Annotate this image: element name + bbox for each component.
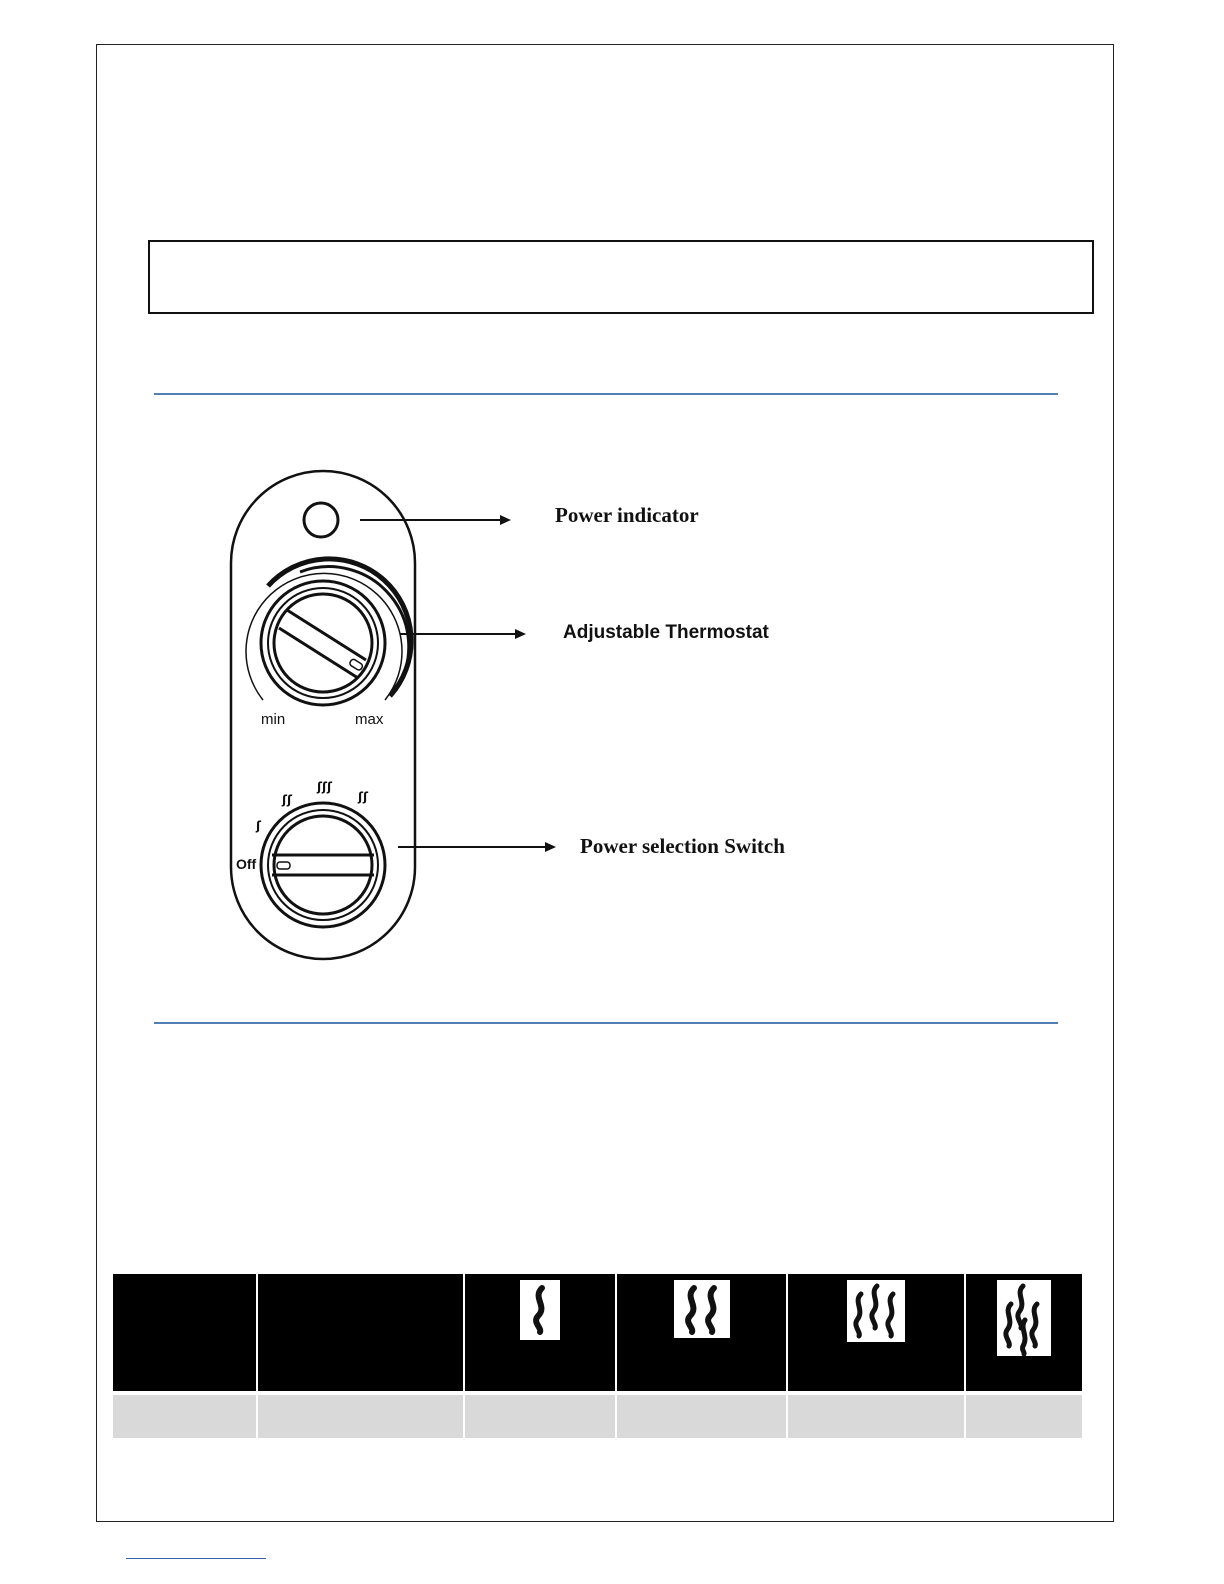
thermostat-min-label: min [261, 711, 286, 728]
table-cell [617, 1395, 787, 1438]
control-panel-outline [231, 471, 415, 959]
footer-link-underline [126, 1558, 266, 1559]
thermostat-knob [261, 581, 385, 705]
table-cell [465, 1395, 615, 1438]
table-header-cell [788, 1274, 964, 1391]
heat-level-3-icon [847, 1280, 905, 1342]
table-cell [788, 1395, 964, 1438]
table-header-cell [617, 1274, 787, 1391]
power-level-table [111, 1274, 1084, 1438]
svg-text:ʃʃ: ʃʃ [282, 793, 292, 807]
power-indicator-label: Power indicator [555, 503, 699, 527]
heat-level-1-icon [520, 1280, 560, 1340]
table-header-cell [113, 1274, 256, 1391]
table-cell [113, 1395, 256, 1438]
switch-off-label: Off [236, 856, 257, 872]
thermostat-label: Adjustable Thermostat [563, 622, 769, 643]
table-header-cell [966, 1274, 1082, 1391]
power-switch-knob [261, 803, 385, 927]
table-header-cell [258, 1274, 463, 1391]
svg-text:ʃʃ: ʃʃ [358, 790, 368, 804]
table-row [113, 1395, 1082, 1438]
table-header-cell [465, 1274, 615, 1391]
svg-text:ʃ: ʃ [256, 819, 261, 833]
svg-text:ʃʃʃ: ʃʃʃ [317, 780, 332, 794]
table-cell [258, 1395, 463, 1438]
table-cell [966, 1395, 1082, 1438]
heat-level-2-icon [674, 1280, 730, 1338]
table-header-row [113, 1274, 1082, 1391]
heat-level-max-icon [997, 1280, 1051, 1356]
thermostat-max-label: max [355, 711, 384, 728]
power-switch-label: Power selection Switch [580, 834, 785, 858]
power-indicator-lamp [304, 503, 338, 537]
